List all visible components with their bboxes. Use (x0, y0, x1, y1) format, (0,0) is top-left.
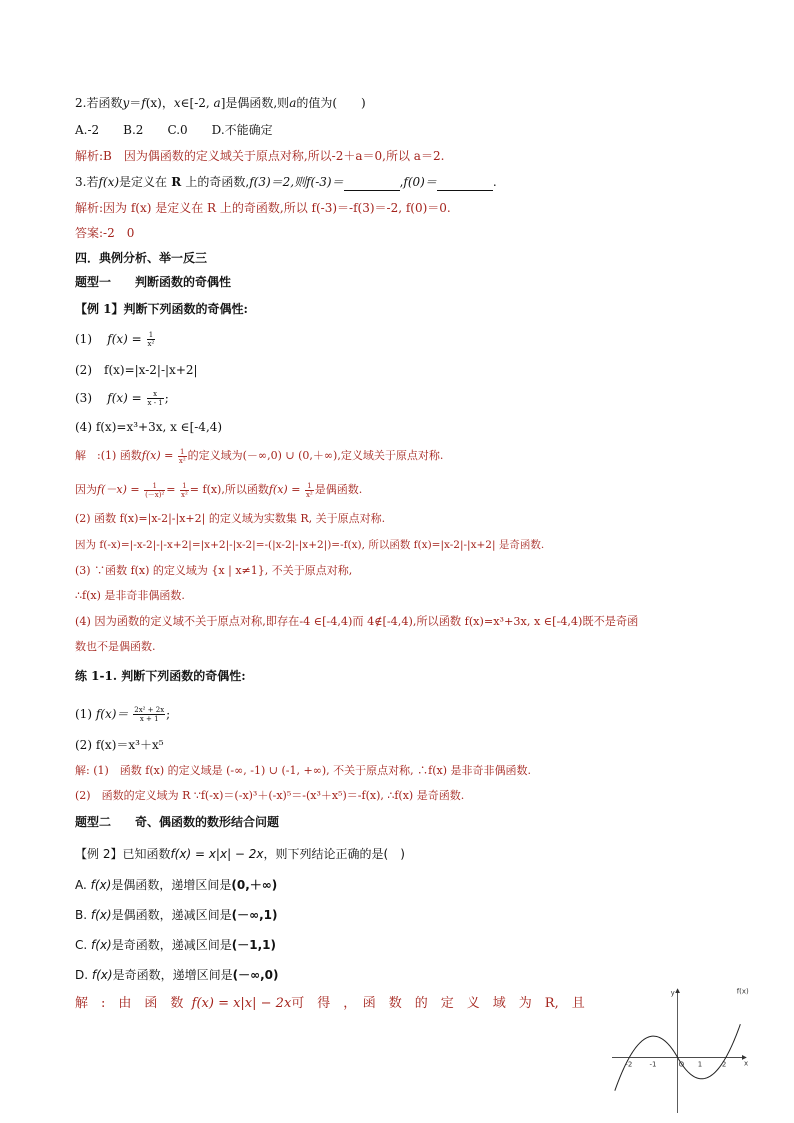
option-label: C. (75, 938, 88, 952)
ex1-sol-1-post: 的定义域为(－∞,0) ∪ (0,＋∞),定义域关于原点对称. (187, 449, 444, 462)
ex2-sol-pre: 解 : 由 函 数 (75, 996, 184, 1011)
q2-in: ∈[-2, (180, 96, 210, 110)
ex1-item-4: (4) f(x)=x³+3x, x ∈[-4,4) (75, 420, 223, 434)
example1-title: 【例 1】判断下列函数的奇偶性: (75, 302, 248, 316)
option-interval: (0,＋∞) (231, 878, 278, 892)
ex1-solution-2 (75, 481, 362, 499)
q3-end: . (492, 175, 497, 189)
ex1-item-3-label: (3) (75, 391, 92, 405)
q2-domain-x: x (173, 96, 181, 110)
ex1-solution-4: 因为 f(-x)=|-x-2|-|-x+2|=|x+2|-|x-2|=-(|x-2|-|x+2|)=-f(x), 所以函数 f(x)=|x-2|-|x+2| 是奇函数. (75, 539, 545, 551)
fraction-denominator: x + 1 (139, 715, 159, 723)
fraction-denominator: x² (147, 340, 155, 348)
ex1-item-1 (75, 330, 156, 348)
fraction-denominator: (－x)² (145, 490, 165, 499)
q3-f: f(x) (98, 175, 120, 189)
q2-y: y (122, 96, 130, 110)
fraction (178, 448, 187, 465)
option-fx: f(x) (90, 878, 112, 892)
q2-eq: ＝ (129, 96, 142, 110)
section4-title: 四．典例分析、举一反三 (75, 251, 208, 265)
q2-x: (x) (145, 96, 162, 110)
ex1-item-2: (2) f(x)=|x-2|-|x+2| (75, 363, 198, 377)
option-interval: (－1,1) (231, 938, 276, 952)
fraction-denominator: x² (178, 456, 186, 465)
fraction-numerator: 1 (305, 482, 314, 491)
ex1-solution-8: 数也不是偶函数. (75, 640, 156, 653)
fraction (147, 331, 156, 348)
q2-tail: 的值为( ) (296, 96, 366, 110)
ex1-sol-2-post: 是偶函数. (314, 483, 363, 496)
option-interval: (－∞,0) (232, 968, 279, 982)
q3-f3: f(3)＝2,则 (249, 175, 307, 189)
function-graph (610, 985, 750, 1115)
ex1-solution-7: (4) 因为函数的定义域不关于原点对称,即存在-4 ∈[-4,4)而 4∉[-4,4),所以函数 f(x)=x³+3x, x ∈[-4,4)既不是奇函 (75, 615, 639, 628)
fraction-numerator: 1 (178, 448, 187, 457)
ex2-title-post: ，则下列结论正确的是( ) (263, 847, 405, 861)
ex2-solution (75, 995, 585, 1013)
ex2-option-c (75, 936, 276, 954)
pr1-solution-1: 解: (1) 函数 f(x) 的定义域是 (-∞, -1) ∪ (-1, +∞), 不关于原点对称, ∴f(x) 是非奇非偶函数. (75, 764, 532, 777)
ex1-sol-1-pre: 解 :(1) 函数 (75, 449, 142, 462)
ex2-title-fx: f(x) = x|x| − 2x (170, 847, 264, 861)
ex1-sol-2-eq: = (166, 483, 176, 496)
q3-mid: 是定义在 (119, 175, 168, 189)
ex1-item-1-label: (1) (75, 332, 92, 346)
q2-a2: a (289, 96, 297, 110)
ex1-item-3-fx: f(x) = (107, 391, 142, 405)
ex2-sol-fx: f(x) = x|x| − 2x (191, 996, 292, 1011)
fraction-numerator: 2x² + 2x (134, 706, 165, 714)
fraction (180, 482, 189, 499)
fraction-numerator: x (147, 390, 164, 399)
q3-fm3: f(-3)＝ (306, 175, 344, 189)
fraction-numerator: 1 (180, 482, 189, 491)
q2-mid: ， (161, 96, 174, 110)
ex1-solution-1 (75, 447, 443, 465)
option-label: A. (75, 878, 87, 892)
option-fx: f(x) (91, 968, 113, 982)
y-axis-label: y (670, 989, 675, 997)
ex1-solution-5: (3) ∵函数 f(x) 的定义域为 {x | x≠1}, 不关于原点对称, (75, 564, 353, 577)
q3-f0: f(0)＝ (403, 175, 437, 189)
option-text: 是奇函数，递增区间是 (112, 968, 233, 982)
q3-R: R (167, 175, 186, 189)
option-text: 是奇函数，递减区间是 (111, 938, 232, 952)
ex2-option-d (75, 966, 278, 984)
tick-label: 1 (697, 1060, 703, 1069)
ex2-option-b (75, 906, 277, 924)
pr1-item-1-tail: ; (166, 707, 171, 721)
ex1-sol-2-mid: = f(x),所以函数 (189, 483, 269, 496)
q3-solution: 解析:因为 f(x) 是定义在 R 上的奇函数,所以 f(-3)＝-f(3)＝-2, f(0)＝0. (75, 201, 451, 215)
q3-stem (75, 173, 497, 191)
pr1-item-2: (2) f(x)＝x³＋x⁵ (75, 738, 164, 752)
q2-options: A.-2 B.2 C.0 D.不能确定 (75, 123, 273, 137)
ex1-sol-1-fx: f(x) = (141, 449, 174, 462)
q3-comma: , (399, 175, 404, 189)
fraction-denominator: x - 1 (147, 399, 163, 407)
ex1-sol-2-fx2: f(x) = (268, 483, 301, 496)
q2-stem (75, 94, 366, 112)
ex1-item-3-tail: ; (164, 391, 169, 405)
q2-post: ]是偶函数,则 (220, 96, 290, 110)
pr1-item-1-label: (1) (75, 707, 92, 721)
fraction (144, 482, 165, 499)
type2-title: 题型二 奇、偶函数的数形结合问题 (75, 815, 280, 829)
tick-label: -2 (625, 1060, 633, 1069)
tick-label: 2 (721, 1060, 727, 1069)
ex1-sol-2-pre: 因为 (75, 483, 97, 496)
option-text: 是偶函数，递增区间是 (111, 878, 232, 892)
ex1-solution-6: ∴f(x) 是非奇非偶函数. (75, 589, 185, 602)
answer-blank-2[interactable] (437, 178, 493, 191)
fraction-numerator: 1 (147, 331, 156, 340)
ex2-option-a (75, 876, 277, 894)
pr1-item-1-fx: f(x)＝ (95, 707, 129, 721)
fraction (133, 706, 165, 723)
fraction-numerator: 1 (144, 482, 165, 491)
q2-f: f (141, 96, 146, 110)
option-interval: (－∞,1) (231, 908, 278, 922)
type1-title: 题型一 判断函数的奇偶性 (75, 275, 232, 289)
option-text: 是偶函数，递减区间是 (111, 908, 232, 922)
ex1-item-1-fx: f(x) = (107, 332, 142, 346)
option-fx: f(x) (90, 908, 112, 922)
x-axis-label: x (744, 1059, 749, 1068)
q3-answer: 答案:-2 0 (75, 226, 135, 240)
q3-mid2: 上的奇函数, (185, 175, 250, 189)
curve-label: f(x) (736, 987, 749, 996)
ex2-title-pre: 【例 2】已知函数 (75, 847, 171, 861)
q2-solution: 解析:B 因为偶函数的定义域关于原点对称,所以-2＋a＝0,所以 a＝2. (75, 149, 445, 163)
option-label: B. (75, 908, 88, 922)
tick-label: -1 (649, 1060, 657, 1069)
q2-a: a (209, 96, 221, 110)
answer-blank-1[interactable] (344, 178, 400, 191)
example2-title (75, 845, 405, 863)
fraction (305, 482, 314, 499)
ex1-solution-3: (2) 函数 f(x)=|x-2|-|x+2| 的定义域为实数集 R, 关于原点对称. (75, 512, 386, 525)
origin-label: O (678, 1060, 685, 1069)
ex2-sol-post: 可 得 ， 函 数 的 定 义 域 为 R, 且 (291, 996, 585, 1011)
pr1-item-1 (75, 705, 170, 723)
ex1-item-3 (75, 389, 169, 407)
q3-pre: 3.若 (75, 175, 99, 189)
option-label: D. (75, 968, 89, 982)
fraction-denominator: x² (305, 490, 313, 499)
option-fx: f(x) (91, 938, 112, 952)
ex1-sol-2-fx: f(－x) = (97, 483, 140, 496)
fraction-denominator: x² (181, 490, 188, 499)
pr1-solution-2: (2) 函数的定义域为 R ∵f(-x)＝(-x)³＋(-x)⁵＝-(x³＋x⁵)＝-f(x), ∴f(x) 是奇函数. (75, 789, 465, 802)
q2-pre: 2.若函数 (75, 96, 123, 110)
practice1-title: 练 1-1. 判断下列函数的奇偶性: (75, 669, 246, 683)
fraction (147, 390, 164, 407)
